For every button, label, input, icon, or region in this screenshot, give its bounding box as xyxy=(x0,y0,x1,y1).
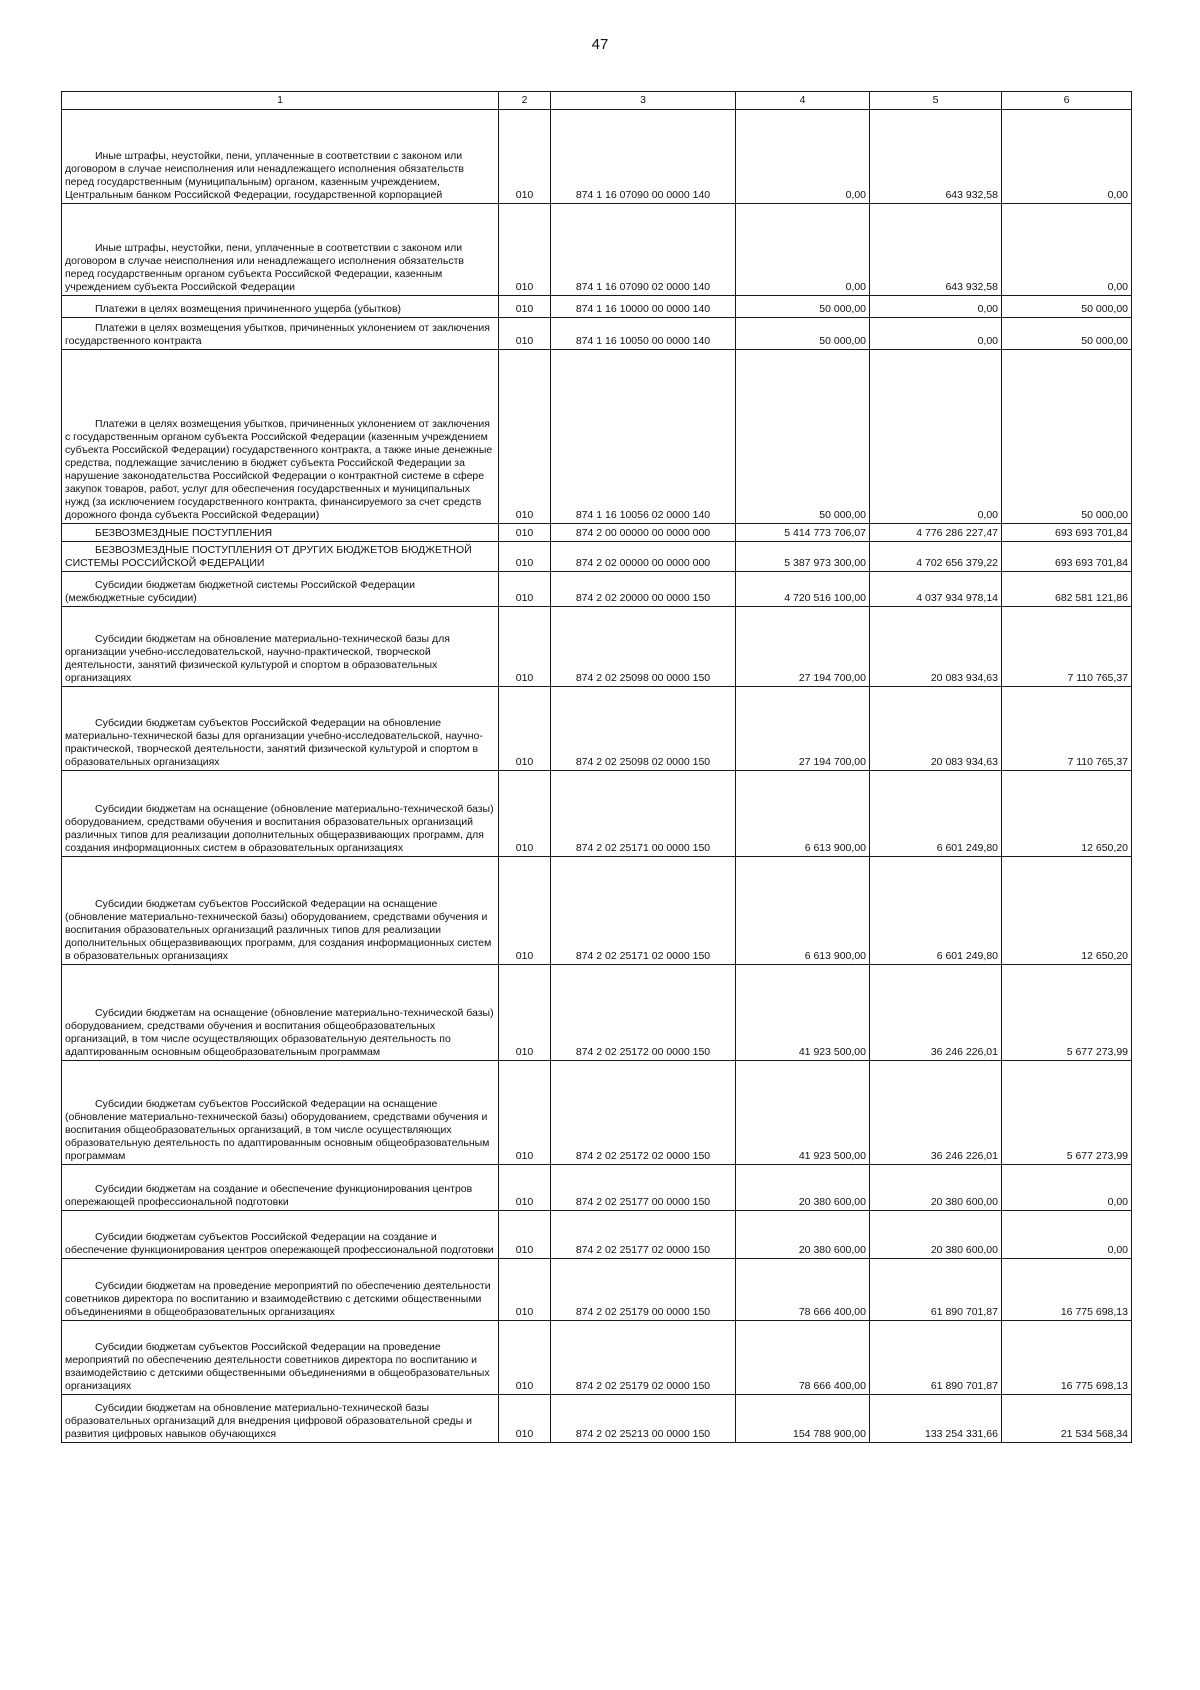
table-header xyxy=(62,92,1132,110)
table-row xyxy=(62,542,1132,572)
row-budget-code-cell: 874 2 02 25179 00 0000 150 xyxy=(551,1259,736,1321)
row-budget-code-cell: 874 1 16 10056 02 0000 140 xyxy=(551,350,736,524)
row-unexecuted-amount-cell: 21 534 568,34 xyxy=(1002,1395,1132,1443)
row-admin-code-cell: 010 xyxy=(499,350,551,524)
row-budget-code-cell: 874 2 02 25172 00 0000 150 xyxy=(551,965,736,1061)
column-header-2: 2 xyxy=(499,92,551,110)
row-approved-amount-cell: 78 666 400,00 xyxy=(736,1321,870,1395)
row-admin-code-cell: 010 xyxy=(499,607,551,687)
table-row xyxy=(62,350,1132,524)
row-unexecuted-amount-cell: 0,00 xyxy=(1002,204,1132,296)
row-unexecuted-amount-cell: 0,00 xyxy=(1002,110,1132,204)
row-name-cell xyxy=(62,857,499,965)
row-name-cell xyxy=(62,771,499,857)
row-name-text: БЕЗВОЗМЕЗДНЫЕ ПОСТУПЛЕНИЯ ОТ ДРУГИХ БЮДЖЕТОВ БЮДЖЕТНОЙ СИСТЕМЫ РОССИЙСКОЙ ФЕДЕРАЦИИ xyxy=(65,544,472,569)
row-unexecuted-amount-cell: 16 775 698,13 xyxy=(1002,1259,1132,1321)
row-budget-code-cell: 874 1 16 10000 00 0000 140 xyxy=(551,296,736,318)
column-header-1: 1 xyxy=(62,92,499,110)
row-executed-amount-cell: 36 246 226,01 xyxy=(870,965,1002,1061)
row-executed-amount-cell: 6 601 249,80 xyxy=(870,771,1002,857)
row-name-cell xyxy=(62,110,499,204)
row-admin-code-cell: 010 xyxy=(499,771,551,857)
row-name-text: Иные штрафы, неустойки, пени, уплаченные в соответствии с законом или договором в случае неисполнения или ненадлежащего исполнения обязательств перед государственным органом субъекта Российской Федерации, казенным учреждением субъекта Российской Федерации xyxy=(65,242,464,293)
row-admin-code-cell: 010 xyxy=(499,542,551,572)
table-row xyxy=(62,1165,1132,1211)
table-row xyxy=(62,318,1132,350)
row-budget-code-cell: 874 2 02 25177 00 0000 150 xyxy=(551,1165,736,1211)
row-approved-amount-cell: 50 000,00 xyxy=(736,296,870,318)
table-row xyxy=(62,687,1132,771)
row-approved-amount-cell: 78 666 400,00 xyxy=(736,1259,870,1321)
row-budget-code-cell: 874 2 02 25179 02 0000 150 xyxy=(551,1321,736,1395)
column-header-4: 4 xyxy=(736,92,870,110)
row-admin-code-cell: 010 xyxy=(499,1321,551,1395)
row-executed-amount-cell: 20 380 600,00 xyxy=(870,1165,1002,1211)
row-name-text: Субсидии бюджетам на обновление материально-технической базы для организации учебно-исследовательской, научно-практической, творческой деятельности, занятий физической культурой и спортом в образовательных организациях xyxy=(65,633,450,684)
row-unexecuted-amount-cell: 0,00 xyxy=(1002,1211,1132,1259)
row-name-cell xyxy=(62,524,499,542)
row-budget-code-cell: 874 1 16 07090 00 0000 140 xyxy=(551,110,736,204)
row-approved-amount-cell: 20 380 600,00 xyxy=(736,1211,870,1259)
table-row xyxy=(62,110,1132,204)
row-executed-amount-cell: 20 083 934,63 xyxy=(870,607,1002,687)
row-executed-amount-cell: 4 776 286 227,47 xyxy=(870,524,1002,542)
row-admin-code-cell: 010 xyxy=(499,318,551,350)
row-executed-amount-cell: 61 890 701,87 xyxy=(870,1321,1002,1395)
row-unexecuted-amount-cell: 16 775 698,13 xyxy=(1002,1321,1132,1395)
row-unexecuted-amount-cell: 682 581 121,86 xyxy=(1002,572,1132,607)
row-admin-code-cell: 010 xyxy=(499,965,551,1061)
row-executed-amount-cell: 643 932,58 xyxy=(870,204,1002,296)
row-unexecuted-amount-cell: 693 693 701,84 xyxy=(1002,524,1132,542)
row-name-text: Субсидии бюджетам субъектов Российской Федерации на проведение мероприятий по обеспечению деятельности советников директора по воспитанию и взаимодействию с детскими общественными объединениями в общеобразовательных организациях xyxy=(65,1341,490,1392)
row-name-text: Иные штрафы, неустойки, пени, уплаченные в соответствии с законом или договором в случае неисполнения или ненадлежащего исполнения обязательств перед государственным (муниципальным) органом, казенным учреждением, Центральным банком Российской Федерации, государственной корпорацией xyxy=(65,150,464,201)
table-row xyxy=(62,607,1132,687)
row-name-text: Субсидии бюджетам на обновление материально-технической базы образовательных организаций для внедрения цифровой образовательной среды и развития цифровых навыков обучающихся xyxy=(65,1402,472,1440)
row-approved-amount-cell: 50 000,00 xyxy=(736,318,870,350)
row-approved-amount-cell: 0,00 xyxy=(736,110,870,204)
row-admin-code-cell: 010 xyxy=(499,1211,551,1259)
row-unexecuted-amount-cell: 7 110 765,37 xyxy=(1002,607,1132,687)
row-approved-amount-cell: 154 788 900,00 xyxy=(736,1395,870,1443)
row-name-text: Платежи в целях возмещения причиненного ущерба (убытков) xyxy=(95,303,402,315)
table-row xyxy=(62,1395,1132,1443)
row-executed-amount-cell: 36 246 226,01 xyxy=(870,1061,1002,1165)
row-budget-code-cell: 874 1 16 07090 02 0000 140 xyxy=(551,204,736,296)
row-approved-amount-cell: 41 923 500,00 xyxy=(736,1061,870,1165)
row-approved-amount-cell: 6 613 900,00 xyxy=(736,857,870,965)
row-name-text: Субсидии бюджетам на оснащение (обновление материально-технической базы) оборудованием, средствами обучения и воспитания общеобразовательных организаций, в том числе осуществляющих образовательную деятельность по адаптированным основным общеобразовательным программам xyxy=(65,1007,494,1058)
row-name-cell xyxy=(62,572,499,607)
row-name-text: Субсидии бюджетам субъектов Российской Федерации на обновление материально-технической базы для организации учебно-исследовательской, научно-практической, творческой деятельности, занятий физической культурой и спортом в образовательных организациях xyxy=(65,717,483,768)
table-row xyxy=(62,857,1132,965)
table-row xyxy=(62,1211,1132,1259)
row-name-cell xyxy=(62,350,499,524)
row-budget-code-cell: 874 2 00 00000 00 0000 000 xyxy=(551,524,736,542)
row-name-cell xyxy=(62,1061,499,1165)
row-name-cell xyxy=(62,965,499,1061)
table-row xyxy=(62,771,1132,857)
row-name-cell xyxy=(62,542,499,572)
column-header-6: 6 xyxy=(1002,92,1132,110)
row-approved-amount-cell: 0,00 xyxy=(736,204,870,296)
row-executed-amount-cell: 133 254 331,66 xyxy=(870,1395,1002,1443)
row-budget-code-cell: 874 2 02 25171 02 0000 150 xyxy=(551,857,736,965)
row-name-text: БЕЗВОЗМЕЗДНЫЕ ПОСТУПЛЕНИЯ xyxy=(95,527,273,539)
row-budget-code-cell: 874 1 16 10050 00 0000 140 xyxy=(551,318,736,350)
column-header-5: 5 xyxy=(870,92,1002,110)
row-approved-amount-cell: 27 194 700,00 xyxy=(736,607,870,687)
row-admin-code-cell: 010 xyxy=(499,1259,551,1321)
row-name-cell xyxy=(62,607,499,687)
table-row xyxy=(62,1259,1132,1321)
row-approved-amount-cell: 50 000,00 xyxy=(736,350,870,524)
row-name-cell xyxy=(62,1259,499,1321)
row-unexecuted-amount-cell: 5 677 273,99 xyxy=(1002,965,1132,1061)
row-name-cell xyxy=(62,1165,499,1211)
row-name-text: Субсидии бюджетам субъектов Российской Федерации на оснащение (обновление материально-технической базы) оборудованием, средствами обучения и воспитания общеобразовательных организаций, в том числе осуществляющих образовательную деятельность по адаптированным основным общеобразовательным программам xyxy=(65,1098,490,1162)
row-unexecuted-amount-cell: 0,00 xyxy=(1002,1165,1132,1211)
row-admin-code-cell: 010 xyxy=(499,857,551,965)
row-unexecuted-amount-cell: 12 650,20 xyxy=(1002,771,1132,857)
row-unexecuted-amount-cell: 50 000,00 xyxy=(1002,318,1132,350)
row-unexecuted-amount-cell: 50 000,00 xyxy=(1002,350,1132,524)
row-admin-code-cell: 010 xyxy=(499,110,551,204)
row-name-text: Платежи в целях возмещения убытков, причиненных уклонением от заключения с государственным органом субъекта Российской Федерации (казенным учреждением субъекта Российской Федерации) государственного контракта, а также иные денежные средства, подлежащие зачислению в бюджет субъекта Российской Федерации за нарушение законодательства Российской Федерации о контрактной системе в сфере закупок товаров, работ, услуг для обеспечения государственных и муниципальных нужд (за исключением государственного контракта, финансируемого за счет средств дорожного фонда субъекта Российской Федерации) xyxy=(65,418,493,521)
row-admin-code-cell: 010 xyxy=(499,1395,551,1443)
row-name-cell xyxy=(62,687,499,771)
row-name-cell xyxy=(62,318,499,350)
row-name-text: Субсидии бюджетам на создание и обеспечение функционирования центров опережающей профессиональной подготовки xyxy=(65,1183,473,1208)
row-name-cell xyxy=(62,1211,499,1259)
row-admin-code-cell: 010 xyxy=(499,687,551,771)
row-admin-code-cell: 010 xyxy=(499,524,551,542)
table-row xyxy=(62,965,1132,1061)
row-executed-amount-cell: 4 037 934 978,14 xyxy=(870,572,1002,607)
table-row xyxy=(62,1321,1132,1395)
table-row xyxy=(62,572,1132,607)
row-name-text: Платежи в целях возмещения убытков, причиненных уклонением от заключения государственного контракта xyxy=(65,322,490,347)
table-body xyxy=(62,110,1132,1443)
row-admin-code-cell: 010 xyxy=(499,572,551,607)
row-executed-amount-cell: 0,00 xyxy=(870,318,1002,350)
row-executed-amount-cell: 0,00 xyxy=(870,350,1002,524)
row-budget-code-cell: 874 2 02 25213 00 0000 150 xyxy=(551,1395,736,1443)
row-name-text: Субсидии бюджетам бюджетной системы Российской Федерации (межбюджетные субсидии) xyxy=(65,579,415,604)
row-unexecuted-amount-cell: 7 110 765,37 xyxy=(1002,687,1132,771)
row-executed-amount-cell: 61 890 701,87 xyxy=(870,1259,1002,1321)
row-executed-amount-cell: 20 380 600,00 xyxy=(870,1211,1002,1259)
row-name-cell xyxy=(62,296,499,318)
table-row xyxy=(62,1061,1132,1165)
row-approved-amount-cell: 5 387 973 300,00 xyxy=(736,542,870,572)
row-admin-code-cell: 010 xyxy=(499,1061,551,1165)
row-unexecuted-amount-cell: 50 000,00 xyxy=(1002,296,1132,318)
row-executed-amount-cell: 0,00 xyxy=(870,296,1002,318)
table-row xyxy=(62,296,1132,318)
row-admin-code-cell: 010 xyxy=(499,1165,551,1211)
row-name-text: Субсидии бюджетам субъектов Российской Федерации на оснащение (обновление материально-технической базы) оборудованием, средствами обучения и воспитания образовательных организаций различных типов для реализации дополнительных общеразвивающих программ, для создания информационных систем в образовательных организациях xyxy=(65,898,492,962)
row-name-text: Субсидии бюджетам на оснащение (обновление материально-технической базы) оборудованием, средствами обучения и воспитания образовательных организаций различных типов для реализации дополнительных общеразвивающих программ, для создания информационных систем в образовательных организациях xyxy=(65,803,494,854)
row-budget-code-cell: 874 2 02 25171 00 0000 150 xyxy=(551,771,736,857)
header-row xyxy=(62,92,1132,110)
row-approved-amount-cell: 5 414 773 706,07 xyxy=(736,524,870,542)
row-approved-amount-cell: 27 194 700,00 xyxy=(736,687,870,771)
row-approved-amount-cell: 41 923 500,00 xyxy=(736,965,870,1061)
row-budget-code-cell: 874 2 02 20000 00 0000 150 xyxy=(551,572,736,607)
row-budget-code-cell: 874 2 02 25098 02 0000 150 xyxy=(551,687,736,771)
column-header-3: 3 xyxy=(551,92,736,110)
row-budget-code-cell: 874 2 02 25177 02 0000 150 xyxy=(551,1211,736,1259)
row-executed-amount-cell: 4 702 656 379,22 xyxy=(870,542,1002,572)
row-executed-amount-cell: 6 601 249,80 xyxy=(870,857,1002,965)
table-row xyxy=(62,204,1132,296)
row-unexecuted-amount-cell: 5 677 273,99 xyxy=(1002,1061,1132,1165)
row-executed-amount-cell: 20 083 934,63 xyxy=(870,687,1002,771)
row-approved-amount-cell: 4 720 516 100,00 xyxy=(736,572,870,607)
row-budget-code-cell: 874 2 02 25098 00 0000 150 xyxy=(551,607,736,687)
row-budget-code-cell: 874 2 02 25172 02 0000 150 xyxy=(551,1061,736,1165)
row-unexecuted-amount-cell: 12 650,20 xyxy=(1002,857,1132,965)
row-executed-amount-cell: 643 932,58 xyxy=(870,110,1002,204)
row-admin-code-cell: 010 xyxy=(499,204,551,296)
row-approved-amount-cell: 6 613 900,00 xyxy=(736,771,870,857)
row-name-text: Субсидии бюджетам субъектов Российской Федерации на создание и обеспечение функционирования центров опережающей профессиональной подготовки xyxy=(65,1231,494,1256)
row-name-cell xyxy=(62,1395,499,1443)
row-name-cell xyxy=(62,1321,499,1395)
row-budget-code-cell: 874 2 02 00000 00 0000 000 xyxy=(551,542,736,572)
row-admin-code-cell: 010 xyxy=(499,296,551,318)
row-unexecuted-amount-cell: 693 693 701,84 xyxy=(1002,542,1132,572)
table-row xyxy=(62,524,1132,542)
page-number: 47 xyxy=(591,36,609,53)
row-name-cell xyxy=(62,204,499,296)
row-approved-amount-cell: 20 380 600,00 xyxy=(736,1165,870,1211)
budget-table xyxy=(61,91,1132,1443)
row-name-text: Субсидии бюджетам на проведение мероприятий по обеспечению деятельности советников директора по воспитанию и взаимодействию с детскими общественными объединениями в общеобразовательных организациях xyxy=(65,1280,491,1318)
